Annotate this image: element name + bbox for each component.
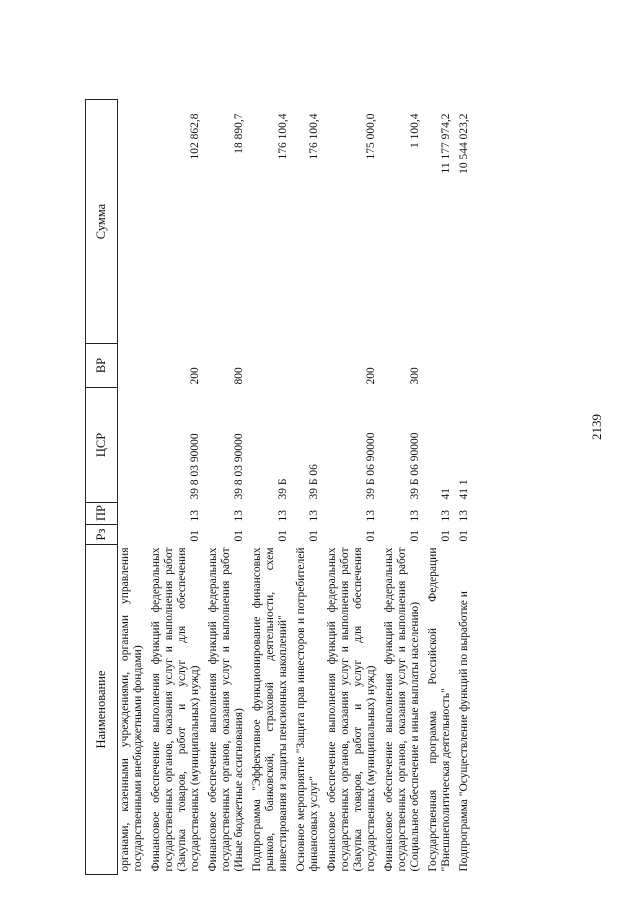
table-row (148, 100, 205, 875)
table-row (425, 100, 456, 875)
row-sum: 176 100,4 (277, 113, 289, 160)
row-name: Подпрограмма "Эффективное функционирование финансовых рынков, банковской, страховой деятельности, схем инвестирования и защиты пенсионных накоплений" (251, 547, 289, 872)
row-vr (456, 344, 474, 388)
row-pr: 13 (277, 510, 289, 522)
header-csr: ЦСР (86, 388, 118, 503)
row-csr: 41 (440, 488, 452, 500)
budget-table (85, 99, 474, 875)
row-csr: 39 8 03 90000 (189, 433, 201, 500)
row-vr: 800 (233, 367, 245, 385)
row-vr (293, 344, 324, 388)
row-pr: 13 (233, 510, 245, 522)
row-rz: 01 (409, 530, 421, 542)
row-rz: 01 (308, 530, 320, 542)
row-vr (249, 344, 293, 388)
row-pr: 13 (308, 510, 320, 522)
row-csr: 39 Б 06 90000 (409, 432, 421, 500)
row-csr (118, 388, 149, 503)
row-pr: 13 (189, 510, 201, 522)
row-rz: 01 (440, 530, 452, 542)
table-row (324, 100, 381, 875)
row-rz (118, 525, 149, 545)
row-name: Финансовое обеспечение выполнения функций федеральных государственных органов, оказания услуг и выполнения работ (Закупка товаров, работ и услуг для обеспечения государственных (муниципальных) нужд) (150, 547, 201, 872)
table-row (205, 100, 249, 875)
header-sum: Сумма (86, 100, 118, 344)
row-vr: 300 (409, 367, 421, 385)
row-vr (425, 344, 456, 388)
row-pr (118, 503, 149, 525)
row-csr: 41 1 (458, 479, 470, 500)
row-name: органами, казенными учреждениями, органами управления государственными внебюджетными фондами) (119, 547, 144, 872)
table-row (249, 100, 293, 875)
header-name: Наименование (86, 545, 118, 875)
row-name: Финансовое обеспечение выполнения функций федеральных государственных органов, оказания услуг и выполнения работ (Закупка товаров, работ и услуг для обеспечения государственных (муниципальных) нужд) (326, 547, 377, 872)
row-pr: 13 (365, 510, 377, 522)
budget-table-container (85, 100, 588, 875)
table-row (293, 100, 324, 875)
row-rz: 01 (458, 530, 470, 542)
table-row (456, 100, 474, 875)
header-vr: ВР (86, 344, 118, 388)
row-vr (118, 344, 149, 388)
row-vr: 200 (365, 367, 377, 385)
row-rz: 01 (277, 530, 289, 542)
row-rz: 01 (233, 530, 245, 542)
row-sum: 102 862,8 (189, 113, 201, 160)
row-sum: 175 000,0 (365, 113, 377, 160)
row-rz: 01 (189, 530, 201, 542)
row-csr: 39 Б 06 90000 (365, 432, 377, 500)
table-row (381, 100, 425, 875)
row-sum (118, 100, 149, 344)
row-name: Финансовое обеспечение выполнения функций федеральных государственных органов, оказания услуг и выполнения работ (Иные бюджетные ассигнования) (207, 547, 245, 872)
header-rz: Рз (86, 525, 118, 545)
row-name: Финансовое обеспечение выполнения функций федеральных государственных органов, оказания услуг и выполнения работ (Социальное обеспечение и иные выплаты населению) (383, 547, 421, 872)
row-sum: 18 890,7 (233, 113, 245, 154)
row-pr: 13 (409, 510, 421, 522)
table-row (118, 100, 149, 875)
row-sum: 176 100,4 (308, 113, 320, 160)
row-sum: 10 544 023,2 (458, 113, 470, 174)
row-name: Подпрограмма "Осуществление функций по выработке и (458, 591, 470, 872)
row-csr: 39 Б (277, 478, 289, 500)
row-name: Основное мероприятие "Защита прав инвесторов и потребителей финансовых услуг" (295, 547, 320, 872)
row-name: Государственная программа Российской Федерации "Внешнеполитическая деятельность" (427, 547, 452, 872)
row-pr: 13 (440, 510, 452, 522)
row-sum: 11 177 974,2 (440, 113, 452, 174)
row-vr: 200 (189, 367, 201, 385)
page-number: 2139 (589, 414, 604, 440)
row-csr: 39 8 03 90000 (233, 433, 245, 500)
row-csr: 39 Б 06 (308, 464, 320, 500)
header-pr: ПР (86, 503, 118, 525)
row-rz: 01 (365, 530, 377, 542)
row-pr: 13 (458, 510, 470, 522)
row-sum: 1 100,4 (409, 113, 421, 148)
table-header-row (86, 100, 118, 875)
